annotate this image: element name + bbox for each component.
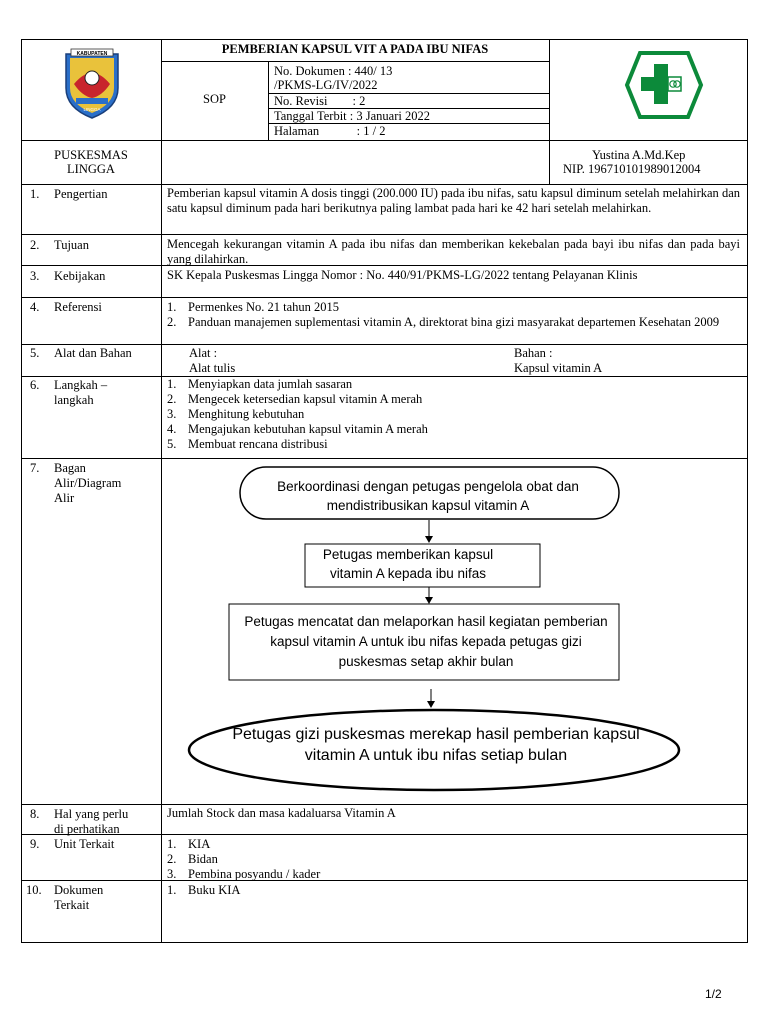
section-8-label-line2: di perhatikan: [54, 822, 120, 836]
sop-label: SOP: [203, 92, 226, 106]
document-1-text: Buku KIA: [188, 883, 241, 897]
unit-1-number: 1.: [167, 837, 177, 851]
issue-date: Tanggal Terbit : 3 Januari 2022: [274, 109, 430, 123]
doc-number-line1: No. Dokumen : 440/ 13: [274, 64, 393, 78]
table-border-top: [21, 39, 748, 40]
row-line-7: [21, 804, 748, 805]
section-4-number: 4.: [30, 300, 40, 314]
section-2-number: 2.: [30, 238, 40, 252]
step-1-text: Menyiapkan data jumlah sasaran: [188, 377, 353, 391]
section-1-text: Pemberian kapsul vitamin A dosis tinggi (200.000 IU) pada ibu nifas, satu kapsul diminum setelah melahirkan dan satu kapsul diminum pada hari berikutnya paling lambat pada hari ke 42 hari setelah melahirkan.: [167, 186, 740, 215]
signer-nip: NIP. 196710101989012004: [563, 162, 701, 176]
logo-label-top: KABUPATEN: [76, 50, 108, 57]
title-bottom-line: [161, 61, 549, 62]
section-7-label-line2: Alir/Diagram: [54, 476, 122, 490]
header-divider-right: [549, 39, 550, 184]
step-2-text: Mengecek ketersedian kapsul vitamin A merah: [188, 392, 423, 406]
unit-1-text: KIA: [188, 837, 211, 851]
section-3-number: 3.: [30, 269, 40, 283]
flow-step-3-text: Petugas mencatat dan melaporkan hasil kegiatan pemberian kapsul vitamin A untuk ibu nifas kepada petugas gizi puskesmas setap akhir bulan: [244, 614, 608, 669]
doc-number-line2: /PKMS-LG/IV/2022: [274, 78, 378, 92]
kabupaten-lingga-logo: [62, 48, 122, 120]
reference-1-number: 1.: [167, 300, 177, 314]
step-5-number: 5.: [167, 437, 177, 451]
logo-label-bottom: LINGGA: [83, 107, 101, 112]
header-row-line: [21, 140, 748, 141]
alat-item: Alat tulis: [189, 361, 236, 375]
section-10-number: 10.: [26, 883, 42, 897]
section-4-label: Referensi: [54, 300, 102, 314]
signer-name: Yustina A.Md.Kep: [592, 148, 686, 162]
table-border-right: [747, 39, 748, 943]
section-1-label: Pengertian: [54, 187, 108, 201]
flow-arrowhead-3: [427, 701, 435, 708]
page-info: Halaman : 1 / 2: [274, 124, 386, 138]
section-5-label: Alat dan Bahan: [54, 346, 132, 360]
section-8-text: Jumlah Stock dan masa kadaluarsa Vitamin A: [167, 806, 396, 820]
puskesmas-name-line2: LINGGA: [67, 162, 115, 176]
flow-step-1-text: Berkoordinasi dengan petugas pengelola obat dan mendistribusikan kapsul vitamin A: [277, 479, 579, 513]
header-divider-sop: [268, 61, 269, 140]
section-10-label-line2: Terkait: [54, 898, 90, 912]
step-1-number: 1.: [167, 377, 177, 391]
flow-step-2-text: Petugas memberikan kapsul vitamin A kepada ibu nifas: [322, 547, 494, 581]
puskesmas-name-line1: PUSKESMAS: [54, 148, 128, 162]
section-10-label-line1: Dokumen: [54, 883, 104, 897]
section-1-number: 1.: [30, 187, 40, 201]
bahan-item: Kapsul vitamin A: [514, 361, 603, 375]
document-title: PEMBERIAN KAPSUL VIT A PADA IBU NIFAS: [221, 42, 489, 56]
alat-label: Alat :: [189, 346, 218, 360]
page-number: 1/2: [705, 987, 722, 1001]
flow-step-4-text: Petugas gizi puskesmas merekap hasil pemberian kapsul vitamin A untuk ibu nifas setiap bulan: [232, 726, 640, 764]
row-line-3: [21, 297, 748, 298]
section-7-label-line1: Bagan: [54, 461, 86, 475]
revision-number: No. Revisi : 2: [274, 94, 366, 108]
row-line-5: [21, 376, 748, 377]
unit-2-text: Bidan: [188, 852, 218, 866]
step-3-number: 3.: [167, 407, 177, 421]
section-7-number: 7.: [30, 461, 40, 475]
unit-3-number: 3.: [167, 867, 177, 881]
section-5-number: 5.: [30, 346, 40, 360]
section-3-text: SK Kepala Puskesmas Lingga Nomor : No. 440/91/PKMS-LG/2022 tentang Pelayanan Klinis: [167, 268, 638, 282]
row-line-4: [21, 344, 748, 345]
step-4-text: Mengajukan kebutuhan kapsul vitamin A merah: [188, 422, 428, 436]
section-3-label: Kebijakan: [54, 269, 106, 283]
section-6-number: 6.: [30, 378, 40, 392]
header-bottom-line: [21, 184, 748, 185]
section-2-text: Mencegah kekurangan vitamin A pada ibu nifas dan memberikan kekebalan pada bayi ibu nifas dan pada bayi yang dilahirkan.: [167, 237, 740, 266]
section-8-label-line1: Hal yang perlu: [54, 807, 129, 821]
row-line-8: [21, 834, 748, 835]
unit-2-number: 2.: [167, 852, 177, 866]
section-6-label-line2: langkah: [54, 393, 94, 407]
section-9-label: Unit Terkait: [54, 837, 115, 851]
unit-3-text: Pembina posyandu / kader: [188, 867, 321, 881]
section-6-label-line1: Langkah –: [54, 378, 108, 392]
table-border-bottom: [21, 942, 748, 943]
reference-1-text: Permenkes No. 21 tahun 2015: [188, 300, 340, 314]
flow-arrowhead-1: [425, 536, 433, 543]
section-2-label: Tujuan: [54, 238, 89, 252]
step-4-number: 4.: [167, 422, 177, 436]
row-line-9: [21, 880, 748, 881]
reference-2-number: 2.: [167, 315, 177, 329]
flow-arrowhead-2: [425, 597, 433, 604]
section-9-number: 9.: [30, 837, 40, 851]
reference-2-text: Panduan manajemen suplementasi vitamin A, direktorat bina gizi masyarakat departemen Kesehatan 2009: [188, 315, 720, 329]
section-8-number: 8.: [30, 807, 40, 821]
step-5-text: Membuat rencana distribusi: [188, 437, 328, 451]
puskesmas-logo: [624, 50, 704, 120]
bahan-label: Bahan :: [514, 346, 553, 360]
row-line-1: [21, 234, 748, 235]
section-7-label-line3: Alir: [54, 491, 75, 505]
step-2-number: 2.: [167, 392, 177, 406]
step-3-text: Menghitung kebutuhan: [188, 407, 305, 421]
document-1-number: 1.: [167, 883, 177, 897]
